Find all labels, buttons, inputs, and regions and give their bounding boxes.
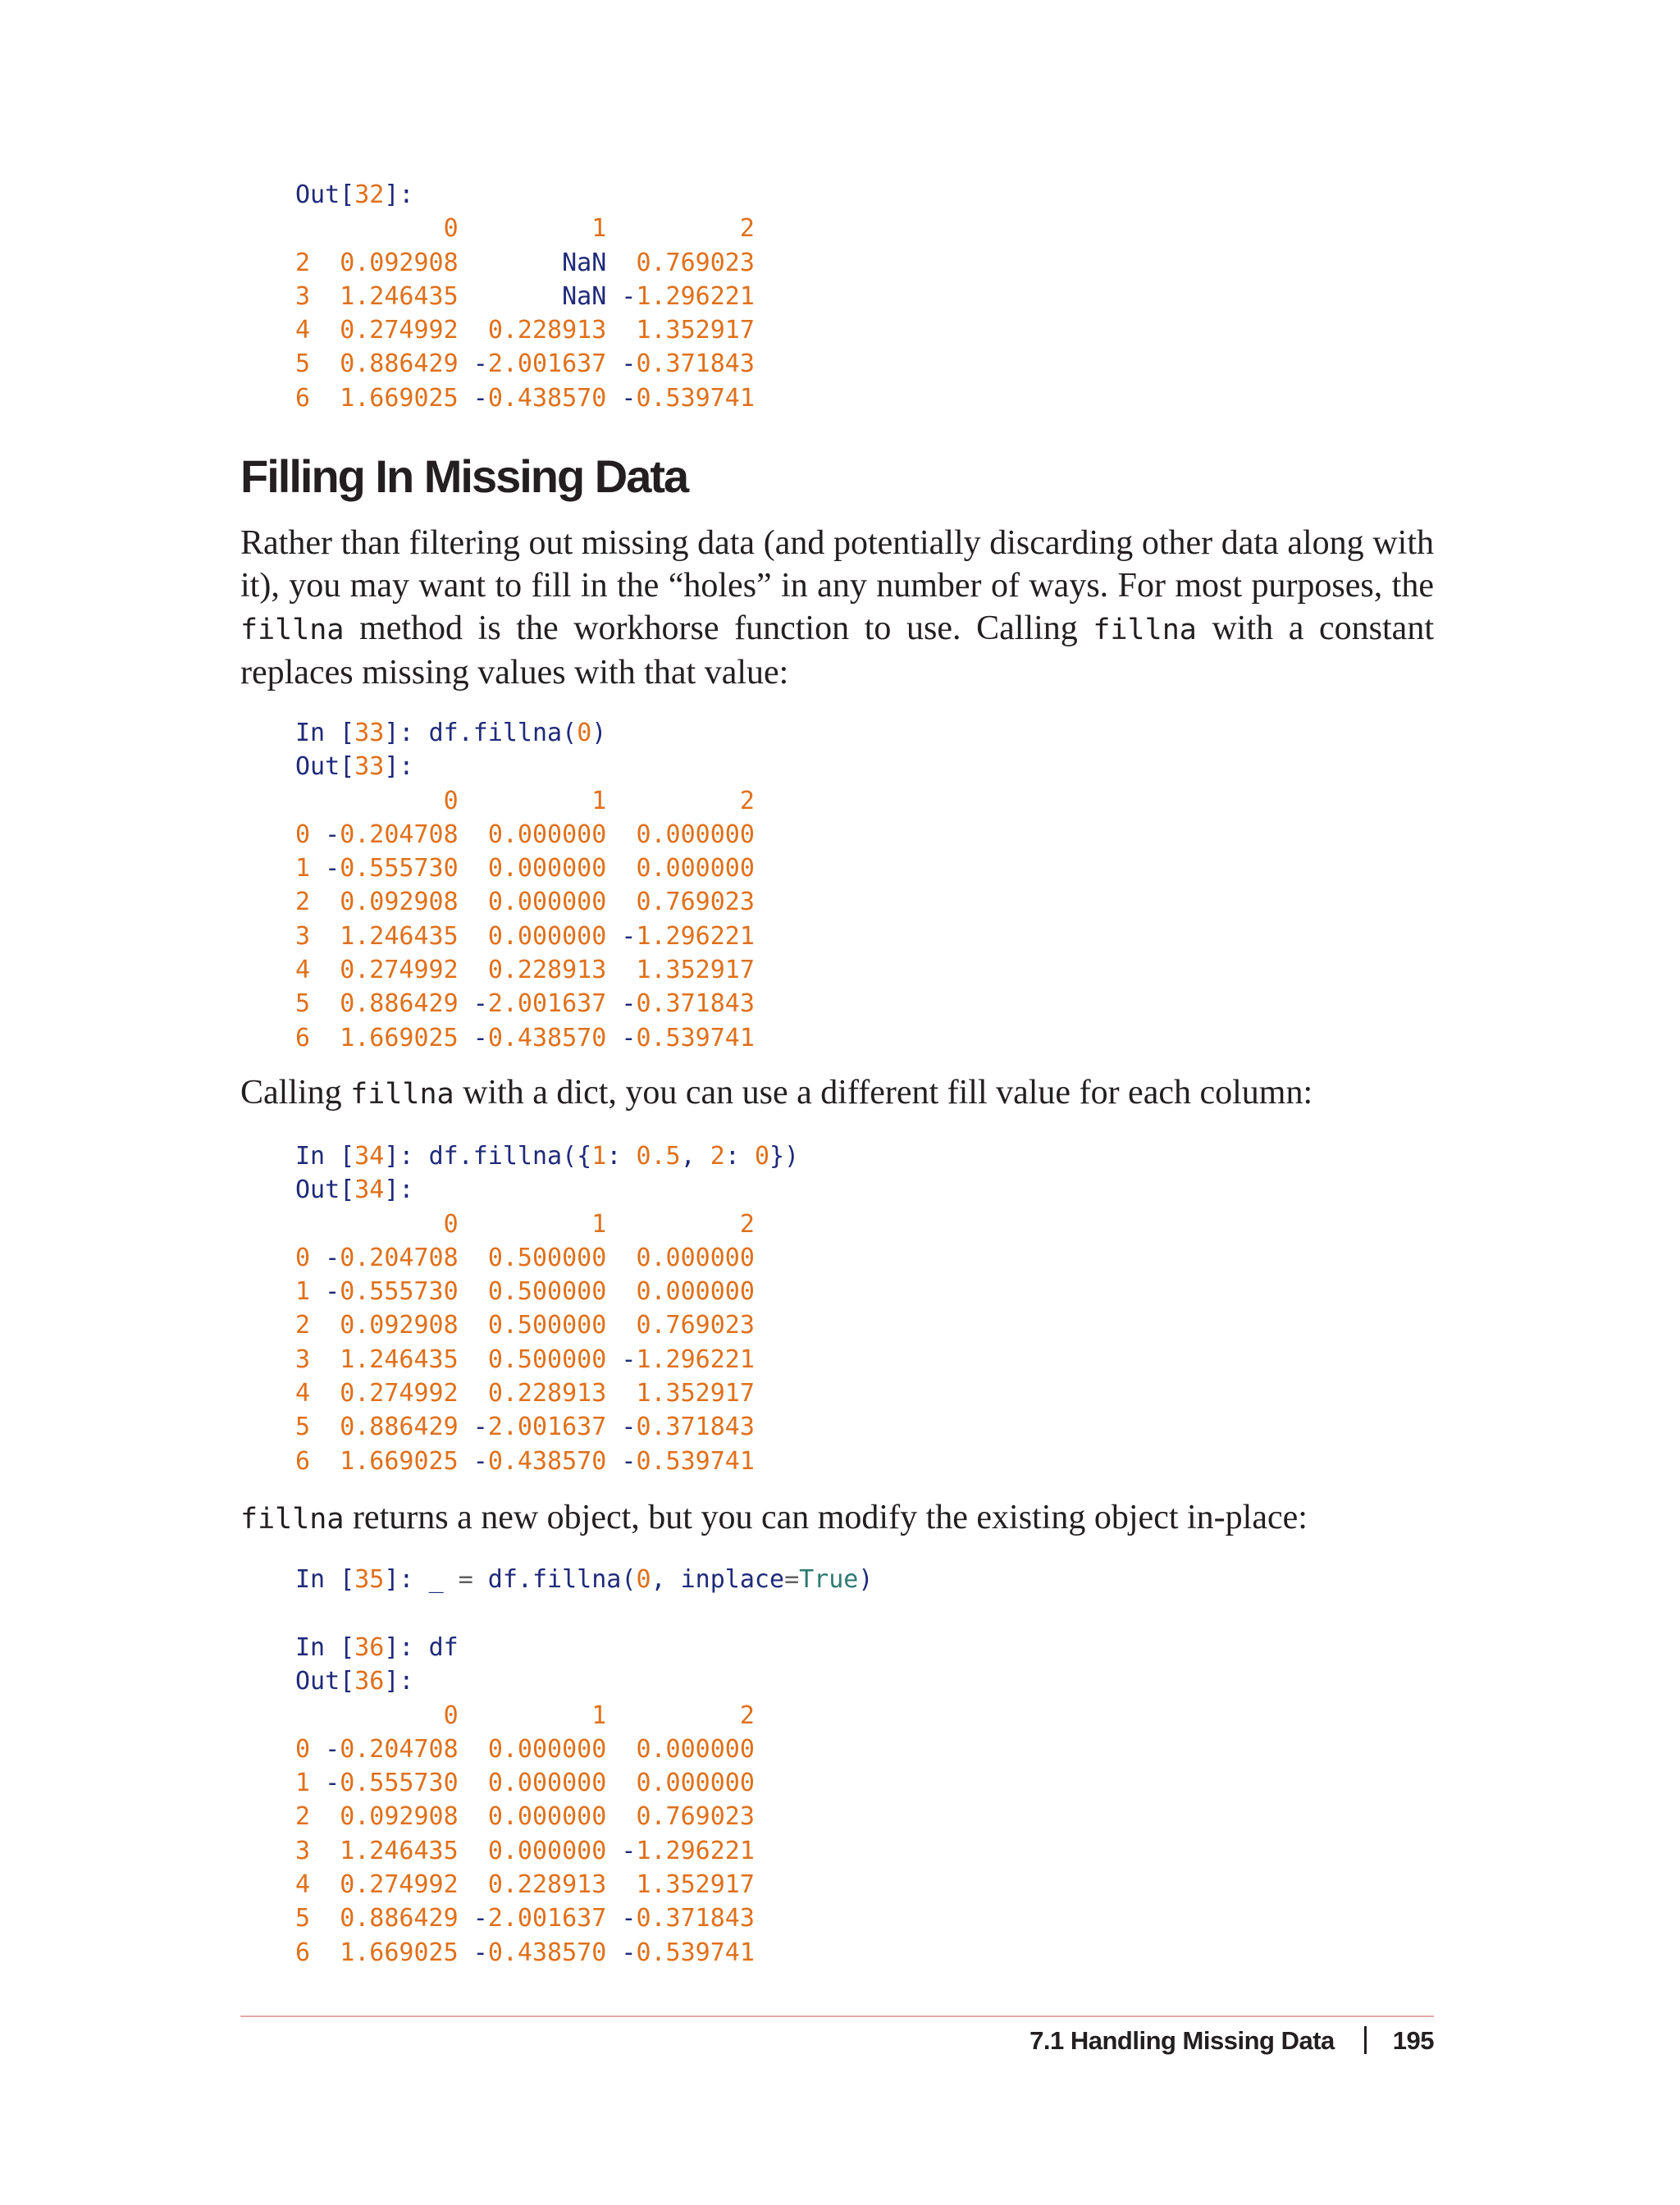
code-number: 0.092908 — [340, 1802, 459, 1832]
code-prompt: Out[ — [295, 1176, 355, 1205]
table-row-index: 3 — [295, 281, 311, 311]
paragraph-inplace-text: returns a new object, but you can modify the existing object in-place: — [344, 1499, 1308, 1536]
code-number: 0.438570 — [487, 1446, 607, 1476]
code-number: 0 — [754, 1142, 769, 1171]
code-number: 2.001637 — [487, 1904, 607, 1933]
code-number: 0.228913 — [487, 1379, 607, 1408]
code-number: 0.769023 — [636, 888, 755, 917]
code-line — [295, 1565, 873, 1594]
code-line — [295, 1311, 755, 1340]
code-number: 0.000000 — [636, 1734, 755, 1764]
code-number: 1.352917 — [636, 956, 755, 985]
code-number: 0.000000 — [487, 921, 607, 951]
table-row-index: 6 — [295, 383, 311, 413]
section-heading: Filling In Missing Data — [240, 450, 688, 502]
code-minus: - — [621, 1413, 637, 1442]
code-line — [295, 1447, 755, 1476]
code-line — [295, 752, 414, 781]
code-block-in33 — [295, 716, 755, 1055]
code-number: 1.669025 — [340, 1938, 459, 1967]
paragraph-dict-prefix: Calling — [240, 1074, 351, 1112]
code-number: 0.000000 — [636, 1277, 755, 1307]
code-number: 0.000000 — [487, 1836, 607, 1865]
code-line — [295, 1176, 414, 1204]
code-number: 0.886429 — [340, 1413, 459, 1442]
code-line — [295, 1870, 755, 1899]
code-number: 33 — [354, 752, 385, 782]
code-number: 0 — [577, 719, 592, 747]
footer-section-title: 7.1 Handling Missing Data — [1029, 2026, 1335, 2055]
code-number: 0.539741 — [636, 1938, 755, 1967]
code-token: }) — [769, 1142, 800, 1171]
code-number: 0.769023 — [636, 1311, 755, 1340]
code-line — [295, 180, 414, 209]
code-line — [295, 1210, 755, 1239]
code-minus: - — [325, 1243, 340, 1272]
table-row-index: 0 — [295, 1734, 311, 1764]
code-line — [295, 1938, 755, 1967]
code-keyword: True — [799, 1565, 859, 1594]
code-number: 2.001637 — [487, 989, 607, 1019]
code-number: 0.092908 — [340, 1311, 459, 1340]
code-minus: - — [621, 989, 637, 1019]
code-line — [295, 1735, 755, 1764]
code-line — [295, 249, 755, 277]
code-line — [295, 1379, 755, 1408]
code-minus: - — [325, 854, 340, 883]
code-line — [295, 956, 755, 984]
code-prompt: In [ — [295, 719, 355, 747]
code-token: ) — [591, 719, 607, 747]
code-prompt: In [ — [295, 1633, 355, 1662]
code-number: 0.500000 — [487, 1344, 607, 1374]
code-line — [295, 888, 755, 916]
code-minus: - — [472, 349, 488, 379]
code-line — [295, 316, 755, 345]
code-number: 1.246435 — [340, 921, 459, 951]
code-operator: = — [784, 1565, 800, 1594]
table-row-index: 5 — [295, 1904, 311, 1933]
table-header: 0 1 2 — [295, 786, 755, 815]
table-header: 0 1 2 — [295, 214, 755, 244]
code-token: , inplace — [651, 1565, 785, 1594]
code-minus: - — [472, 1023, 488, 1052]
code-number: 0.539741 — [636, 1446, 755, 1476]
code-prompt: ]: — [384, 1667, 414, 1696]
code-token: : — [606, 1142, 637, 1171]
code-minus: - — [621, 1344, 637, 1374]
code-minus: - — [472, 1938, 488, 1967]
code-number: 2.001637 — [487, 1413, 607, 1442]
code-block-in35 — [295, 1563, 873, 1596]
code-number: 0.000000 — [636, 854, 755, 883]
code-number: 1.296221 — [636, 281, 755, 311]
code-number: 2 — [710, 1142, 725, 1171]
paragraph-intro-text-2: method is the workhorse function to use. Calling — [344, 609, 1093, 647]
code-number: 1.352917 — [636, 316, 755, 345]
code-prompt: ]: — [384, 1565, 429, 1594]
inline-code-fillna: fillna — [350, 1078, 454, 1111]
code-number: 34 — [354, 1142, 385, 1171]
code-prompt: ]: — [384, 1142, 429, 1171]
footer-separator — [1364, 2026, 1367, 2054]
table-row-index: 3 — [295, 921, 311, 951]
code-number: 0.274992 — [340, 316, 459, 345]
code-line — [295, 922, 755, 951]
code-number: 1.296221 — [636, 921, 755, 951]
code-line — [295, 384, 755, 413]
table-header: 0 1 2 — [295, 1701, 755, 1730]
code-number: 0.000000 — [487, 1802, 607, 1832]
code-number: 0.438570 — [487, 383, 607, 413]
code-number: 1.246435 — [340, 1344, 459, 1374]
table-row-index: 6 — [295, 1446, 311, 1476]
code-number: 0.204708 — [340, 819, 459, 849]
code-block-in34 — [295, 1139, 799, 1478]
code-number: 1.296221 — [636, 1836, 755, 1865]
code-number: 0.539741 — [636, 383, 755, 413]
code-prompt: Out[ — [295, 180, 355, 209]
table-header: 0 1 2 — [295, 1209, 755, 1239]
paragraph-intro-text-1: Rather than filtering out missing data (and potentially discarding other data along with it), you may want to fill in the “holes” in any number of ways. For most purposes, the — [240, 524, 1434, 605]
code-number: 0.092908 — [340, 888, 459, 917]
table-row-index: 3 — [295, 1344, 311, 1374]
table-row-index: 5 — [295, 989, 311, 1019]
code-number: 1.352917 — [636, 1870, 755, 1900]
code-number: 0.000000 — [487, 1769, 607, 1798]
code-line — [295, 1413, 755, 1441]
code-number: 0.228913 — [487, 316, 607, 345]
code-line — [295, 1244, 755, 1272]
table-row-index: 1 — [295, 1277, 311, 1307]
code-line — [295, 282, 755, 311]
code-line — [295, 1701, 755, 1730]
code-minus: - — [325, 1277, 340, 1307]
page-footer — [1029, 2026, 1434, 2056]
code-minus: - — [621, 349, 637, 379]
table-row-index: 2 — [295, 1311, 311, 1340]
code-minus: - — [472, 1413, 488, 1442]
code-number: 34 — [354, 1176, 385, 1205]
code-number: 0.438570 — [487, 1023, 607, 1052]
code-minus: - — [472, 989, 488, 1019]
paragraph-dict — [240, 1071, 1434, 1116]
code-number: 0.500000 — [487, 1243, 607, 1272]
table-row-index: 2 — [295, 248, 311, 277]
code-number: 0.371843 — [636, 1904, 755, 1933]
table-row-index: 0 — [295, 1243, 311, 1272]
code-number: 2.001637 — [487, 349, 607, 379]
code-number: 35 — [354, 1565, 385, 1594]
code-number: 0 — [636, 1565, 651, 1594]
inline-code-fillna: fillna — [240, 1503, 345, 1536]
code-number: 0.886429 — [340, 349, 459, 379]
code-number: 0.769023 — [636, 248, 755, 277]
table-row-index: 1 — [295, 1769, 311, 1798]
code-minus: - — [325, 1734, 340, 1764]
code-line — [295, 1024, 755, 1052]
code-number: 0.274992 — [340, 1379, 459, 1408]
code-number: 0.000000 — [636, 1769, 755, 1798]
footer-rule — [240, 2016, 1434, 2017]
table-row-index: 6 — [295, 1938, 311, 1967]
table-row-index: 2 — [295, 1802, 311, 1832]
code-number: 0.5 — [636, 1142, 681, 1171]
code-token: , — [680, 1142, 710, 1171]
code-token: df.fillna({ — [428, 1142, 592, 1171]
code-minus: - — [621, 1904, 637, 1933]
code-minus: - — [621, 383, 637, 413]
code-number: 0.500000 — [487, 1311, 607, 1340]
code-token: df.fillna( — [428, 719, 578, 747]
code-minus: - — [621, 1023, 637, 1052]
code-nan: NaN — [562, 281, 607, 311]
code-line — [295, 820, 755, 849]
code-line — [295, 1837, 755, 1865]
code-line — [295, 854, 755, 883]
code-number: 1.669025 — [340, 383, 459, 413]
code-number: 0.274992 — [340, 956, 459, 985]
code-number: 1.246435 — [340, 1836, 459, 1865]
code-line — [295, 1277, 755, 1306]
code-line — [295, 1667, 414, 1696]
code-line — [295, 349, 755, 378]
code-number: 0.274992 — [340, 1870, 459, 1900]
code-line — [295, 1769, 755, 1797]
code-minus: - — [621, 1938, 637, 1967]
inline-code-fillna: fillna — [1093, 614, 1197, 646]
code-number: 0.886429 — [340, 989, 459, 1019]
inline-code-fillna: fillna — [240, 614, 345, 646]
code-number: 0.204708 — [340, 1734, 459, 1764]
code-number: 0.228913 — [487, 956, 607, 985]
code-number: 0.000000 — [487, 888, 607, 917]
code-number: 36 — [354, 1667, 385, 1696]
paragraph-inplace — [240, 1496, 1434, 1541]
table-row-index: 5 — [295, 1413, 311, 1442]
code-line — [295, 989, 755, 1018]
code-minus: - — [621, 281, 637, 311]
code-prompt: In [ — [295, 1142, 355, 1171]
code-line — [295, 719, 606, 747]
table-row-index: 6 — [295, 1023, 311, 1052]
paragraph-intro — [240, 522, 1434, 694]
code-number: 1.246435 — [340, 281, 459, 311]
code-prompt: ]: — [384, 1176, 414, 1205]
code-number: 0.500000 — [487, 1277, 607, 1307]
code-token: df — [428, 1633, 459, 1662]
code-minus: - — [472, 1904, 488, 1933]
code-number: 0.371843 — [636, 989, 755, 1019]
code-line — [295, 1345, 755, 1374]
code-minus: - — [472, 383, 488, 413]
table-row-index: 3 — [295, 1836, 311, 1865]
code-number: 36 — [354, 1633, 385, 1662]
code-number: 33 — [354, 719, 385, 747]
code-block-out32 — [295, 178, 755, 415]
code-number: 0.000000 — [487, 819, 607, 849]
code-prompt: ]: — [384, 752, 414, 782]
code-block-in36 — [295, 1631, 755, 1970]
code-number: 0.886429 — [340, 1904, 459, 1933]
code-number: 0.539741 — [636, 1023, 755, 1052]
code-token: _ — [428, 1565, 459, 1594]
code-line — [295, 1633, 459, 1662]
table-row-index: 4 — [295, 316, 311, 345]
code-number: 0.555730 — [340, 1769, 459, 1798]
code-line — [295, 1142, 799, 1171]
code-number: 0.555730 — [340, 1277, 459, 1307]
code-minus: - — [325, 819, 340, 849]
footer-page-number: 195 — [1392, 2026, 1434, 2055]
code-minus: - — [621, 1836, 637, 1865]
code-line — [295, 214, 755, 243]
table-row-index: 2 — [295, 888, 311, 917]
code-number: 0.769023 — [636, 1802, 755, 1832]
code-number: 0.228913 — [487, 1870, 607, 1900]
code-token: df.fillna( — [472, 1565, 637, 1594]
code-number: 1.669025 — [340, 1446, 459, 1476]
code-number: 0.371843 — [636, 349, 755, 379]
table-row-index: 4 — [295, 956, 311, 985]
code-number: 0.438570 — [487, 1938, 607, 1967]
code-token: ) — [858, 1565, 874, 1594]
code-nan: NaN — [562, 248, 607, 277]
code-prompt: ]: — [384, 1633, 429, 1662]
table-row-index: 4 — [295, 1870, 311, 1900]
paragraph-dict-text: with a dict, you can use a different fill value for each column: — [454, 1074, 1313, 1112]
code-number: 0.000000 — [636, 819, 755, 849]
table-row-index: 5 — [295, 349, 311, 379]
code-number: 1.669025 — [340, 1023, 459, 1052]
paragraph-intro-text-3: with a constant replaces missing values with that value: — [240, 609, 1434, 692]
code-number: 32 — [354, 180, 385, 209]
code-minus: - — [621, 921, 637, 951]
code-prompt: ]: — [384, 180, 414, 209]
code-number: 1.352917 — [636, 1379, 755, 1408]
table-row-index: 4 — [295, 1379, 311, 1408]
code-minus: - — [472, 1446, 488, 1476]
code-prompt: Out[ — [295, 1667, 355, 1696]
code-minus: - — [325, 1769, 340, 1798]
code-number: 0.092908 — [340, 248, 459, 277]
code-prompt: Out[ — [295, 752, 355, 782]
code-number: 1 — [591, 1142, 607, 1171]
code-number: 0.000000 — [636, 1243, 755, 1272]
code-number: 0.204708 — [340, 1243, 459, 1272]
code-number: 1.296221 — [636, 1344, 755, 1374]
table-row-index: 1 — [295, 854, 311, 883]
code-token: : — [724, 1142, 755, 1171]
code-line — [295, 1904, 755, 1933]
code-minus: - — [621, 1446, 637, 1476]
table-row-index: 0 — [295, 819, 311, 849]
code-number: 0.371843 — [636, 1413, 755, 1442]
code-line — [295, 787, 755, 815]
code-prompt: In [ — [295, 1565, 355, 1594]
code-number: 0.555730 — [340, 854, 459, 883]
code-line — [295, 1802, 755, 1831]
code-number: 0.000000 — [487, 1734, 607, 1764]
code-operator: = — [458, 1565, 473, 1594]
code-prompt: ]: — [384, 719, 429, 747]
code-number: 0.000000 — [487, 854, 607, 883]
